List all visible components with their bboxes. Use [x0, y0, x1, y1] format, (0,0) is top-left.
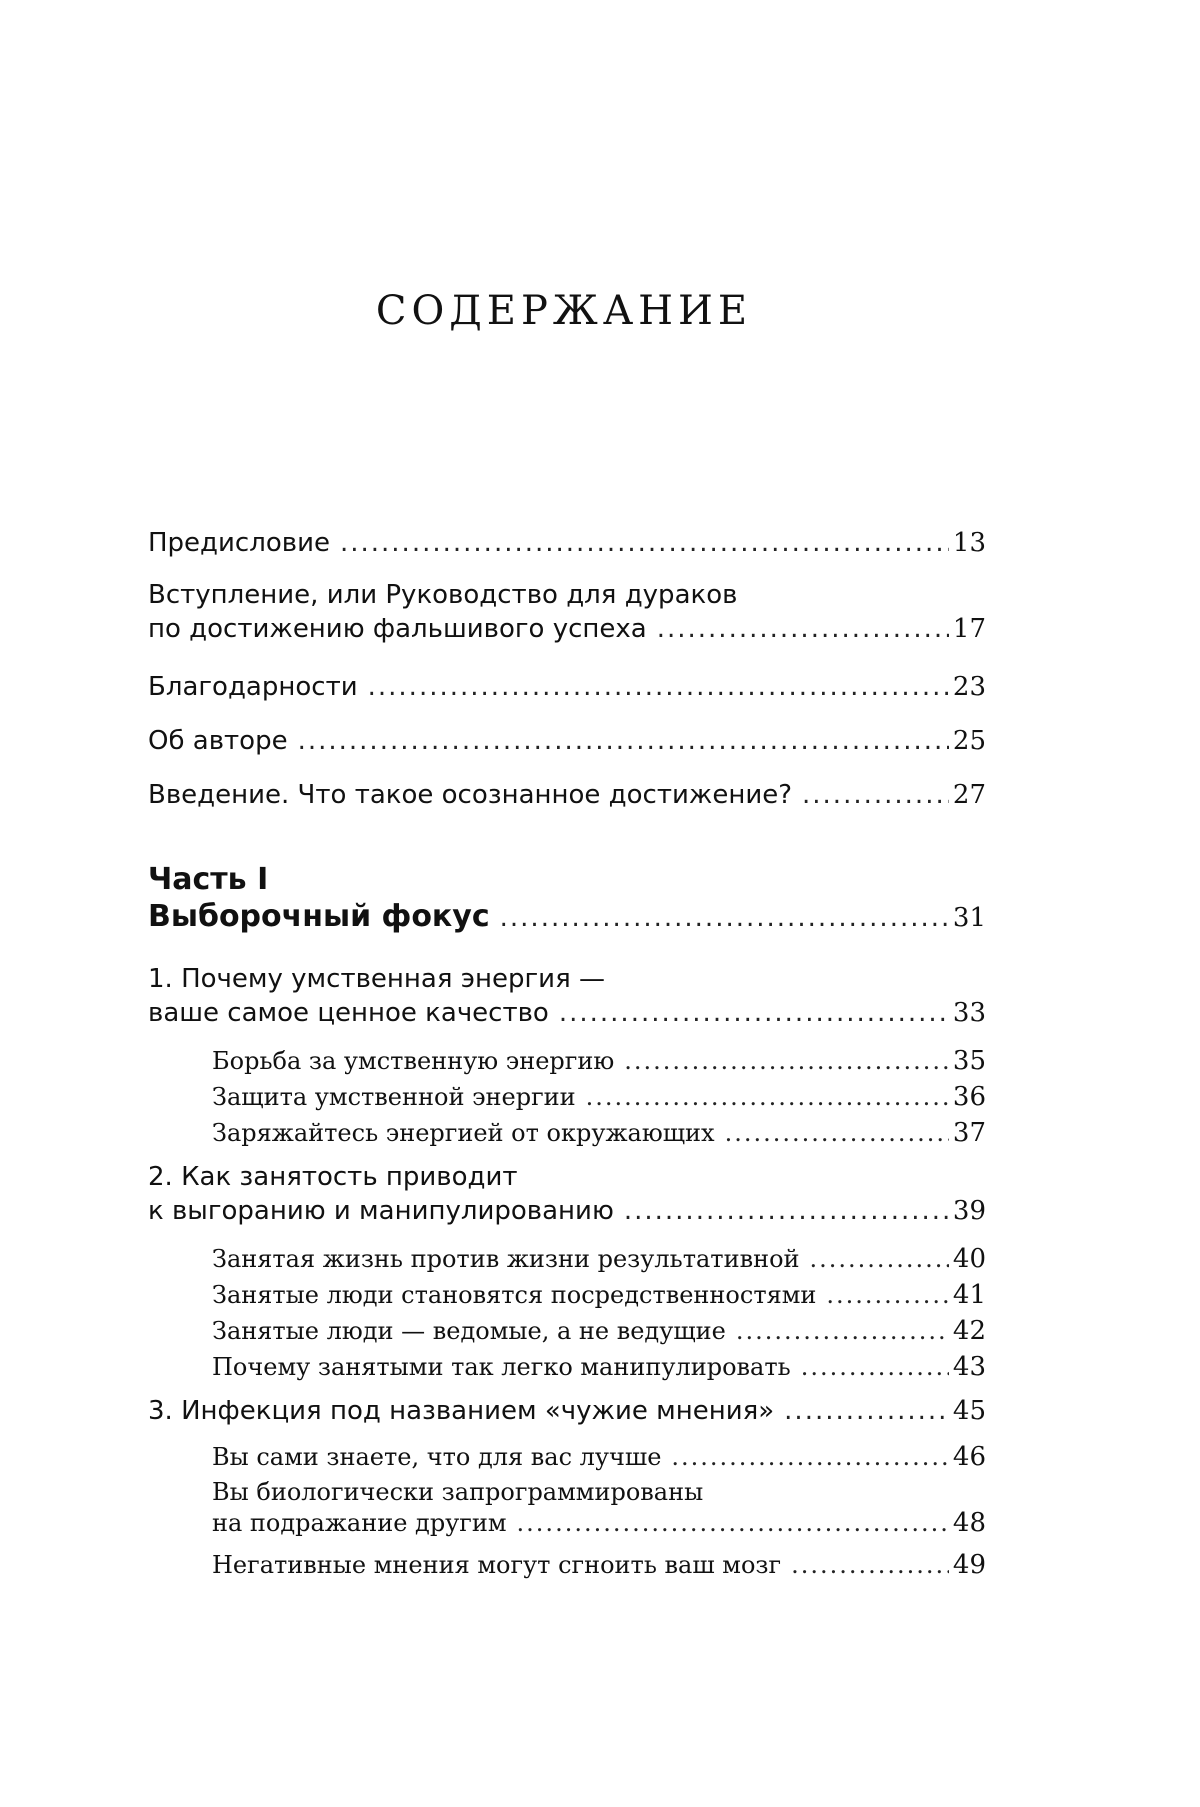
toc-page-number: 33: [952, 998, 986, 1028]
toc-part-1[interactable]: [148, 862, 986, 934]
toc-entry-label: ваше самое ценное качество: [148, 998, 549, 1028]
toc-entry-label: Занятые люди — ведомые, а не ведущие: [212, 1317, 726, 1345]
dot-leader: [340, 528, 949, 558]
toc-page-number: 46: [952, 1442, 986, 1472]
toc-page-number: 48: [952, 1508, 986, 1538]
toc-entry-label: по достижению фальшивого успеха: [148, 614, 647, 644]
toc-entry-about-author[interactable]: [148, 726, 986, 756]
toc-entry-label: Занятые люди становятся посредственностями: [212, 1281, 817, 1309]
toc-entry-label-line1: 1. Почему умственная энергия —: [148, 964, 605, 994]
toc-section-3-1[interactable]: [148, 1442, 986, 1472]
dot-leader: [624, 1196, 949, 1226]
toc-page-number: 49: [952, 1550, 986, 1580]
toc-entry-label: Негативные мнения могут сгноить ваш мозг: [212, 1551, 782, 1579]
toc-section-2-4[interactable]: [148, 1352, 986, 1382]
toc-page-number: 31: [952, 903, 986, 933]
toc-entry-label: Почему занятыми так легко манипулировать: [212, 1353, 791, 1381]
toc-entry-label: Благодарности: [148, 672, 358, 702]
toc-page-number: 40: [952, 1244, 986, 1274]
toc-entry-label: Об авторе: [148, 726, 288, 756]
toc-entry-label: Вы сами знаете, что для вас лучше: [212, 1443, 662, 1471]
dot-leader: [810, 1245, 949, 1273]
dot-leader: [736, 1317, 949, 1345]
toc-chapter-3[interactable]: [148, 1396, 986, 1426]
toc-section-2-3[interactable]: [148, 1316, 986, 1346]
toc-section-2-2[interactable]: [148, 1280, 986, 1310]
toc-section-1-3[interactable]: [148, 1118, 986, 1148]
toc-entry-label: на подражание другим: [212, 1509, 507, 1537]
toc-section-1-2[interactable]: [148, 1082, 986, 1112]
toc-entry-foreword[interactable]: [148, 780, 986, 810]
toc-entry-label-line1: Вы биологически запрограммированы: [212, 1478, 704, 1506]
toc-part-title: Выборочный фокус: [148, 899, 490, 934]
toc-entry-label: Защита умственной энергии: [212, 1083, 576, 1111]
dot-leader: [826, 1281, 949, 1309]
toc-entry-label-line1: 2. Как занятость приводит: [148, 1162, 518, 1192]
toc-section-3-3[interactable]: [148, 1550, 986, 1580]
dot-leader: [657, 614, 949, 644]
toc-page-number: 36: [952, 1082, 986, 1112]
toc-section-3-2[interactable]: [148, 1478, 986, 1538]
toc-page-number: 42: [952, 1316, 986, 1346]
dot-leader: [500, 903, 949, 933]
toc-entry-introduction[interactable]: [148, 580, 986, 644]
toc-page-number: 25: [952, 726, 986, 756]
toc-page-number: 17: [952, 614, 986, 644]
toc-page-number: 45: [952, 1396, 986, 1426]
toc-page-number: 43: [952, 1352, 986, 1382]
dot-leader: [725, 1119, 949, 1147]
dot-leader: [624, 1047, 949, 1075]
toc-page-number: 23: [952, 672, 986, 702]
toc-page-number: 41: [952, 1280, 986, 1310]
toc-entry-label: Введение. Что такое осознанное достижение?: [148, 780, 793, 810]
dot-leader: [802, 780, 949, 810]
dot-leader: [801, 1353, 949, 1381]
dot-leader: [517, 1509, 949, 1537]
toc-chapter-1[interactable]: [148, 964, 986, 1028]
dot-leader: [784, 1396, 949, 1426]
dot-leader: [791, 1551, 949, 1579]
toc-page-number: 39: [952, 1196, 986, 1226]
toc-entry-acknowledgements[interactable]: [148, 672, 986, 702]
dot-leader: [298, 726, 949, 756]
toc-entry-label: к выгоранию и манипулированию: [148, 1196, 614, 1226]
toc-entry-label-line1: Вступление, или Руководство для дураков: [148, 580, 738, 610]
toc-entry-label: Борьба за умственную энергию: [212, 1047, 615, 1075]
toc-section-2-1[interactable]: [148, 1244, 986, 1274]
dot-leader: [671, 1443, 949, 1471]
toc-entry-label: 3. Инфекция под названием «чужие мнения»: [148, 1396, 775, 1426]
dot-leader: [368, 672, 949, 702]
page-title: СОДЕРЖАНИЕ: [375, 288, 753, 334]
toc-page-number: 13: [952, 528, 986, 558]
toc-entry-label: Заряжайтесь энергией от окружающих: [212, 1119, 715, 1147]
toc-part-number: Часть I: [148, 862, 269, 897]
toc-page-number: 35: [952, 1046, 986, 1076]
toc-page-number: 27: [952, 780, 986, 810]
toc-section-1-1[interactable]: [148, 1046, 986, 1076]
toc-entry-label: Предисловие: [148, 528, 330, 558]
dot-leader: [559, 998, 949, 1028]
dot-leader: [586, 1083, 949, 1111]
toc-entry-label: Занятая жизнь против жизни результативной: [212, 1245, 800, 1273]
toc-page-number: 37: [952, 1118, 986, 1148]
toc-entry-preface[interactable]: [148, 528, 986, 558]
toc-chapter-2[interactable]: [148, 1162, 986, 1226]
